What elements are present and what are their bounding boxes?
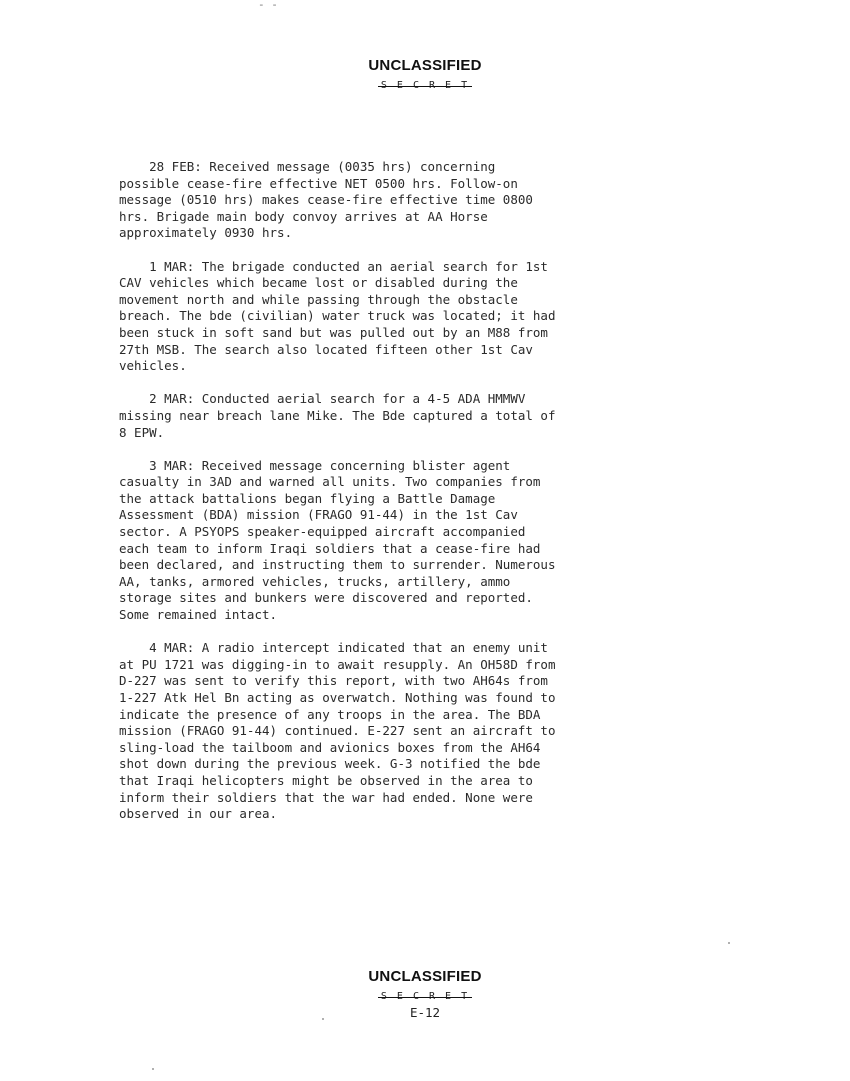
page-number: E-12 <box>409 1005 441 1020</box>
header-classification: UNCLASSIFIED <box>368 57 482 74</box>
text-line: 1-227 Atk Hel Bn acting as overwatch. Nothing was found to <box>119 690 556 705</box>
page-header <box>0 57 850 93</box>
header-struck-marking: S E C R E T <box>380 80 470 91</box>
text-line: message (0510 hrs) makes cease-fire effective time 0800 <box>119 192 533 208</box>
paragraph <box>119 458 719 624</box>
text-line: 27th MSB. The search also located fifteen other 1st Cav <box>119 341 533 357</box>
text-line: Assessment (BDA) mission (FRAGO 91-44) in the 1st Cav <box>119 507 518 523</box>
text-line: 4 MAR: A radio intercept indicated that an enemy unit <box>119 640 548 656</box>
text-line: inform their soldiers that the war had ended. None were <box>119 789 533 805</box>
footer-struck-marking: S E C R E T <box>380 991 470 1002</box>
text-line: breach. The bde (civilian) water truck was located; it had <box>119 308 556 324</box>
text-line: 1 MAR: The brigade conducted an aerial search for 1st <box>119 258 548 274</box>
text-line: that Iraqi helicopters might be observed in the area to <box>119 772 533 788</box>
paragraph <box>119 259 719 375</box>
page-footer <box>0 968 850 1021</box>
text-line: casualty in 3AD and warned all units. Two companies from <box>119 474 541 490</box>
document-body <box>119 159 719 839</box>
text-line: been declared, and instructing them to surrender. Numerous <box>119 557 556 573</box>
text-line: possible cease-fire effective NET 0500 hrs. Follow-on <box>119 175 518 191</box>
text-line: the attack battalions began flying a Battle Damage <box>119 490 496 506</box>
text-line: 3 MAR: Received message concerning blister agent <box>119 457 511 473</box>
text-line: AA, tanks, armored vehicles, trucks, artillery, ammo <box>119 573 511 589</box>
text-line: sling-load the tailboom and avionics boxes from the AH64 <box>119 739 541 755</box>
text-line: shot down during the previous week. G-3 notified the bde <box>119 756 541 772</box>
text-line: hrs. Brigade main body convoy arrives at AA Horse <box>119 208 488 224</box>
text-line: D-227 was sent to verify this report, with two AH64s from <box>119 673 548 689</box>
text-line: been stuck in soft sand but was pulled out by an M88 from <box>119 324 548 340</box>
text-line: storage sites and bunkers were discovered and reported. <box>119 590 533 606</box>
text-line: at PU 1721 was digging-in to await resupply. An OH58D from <box>119 656 556 672</box>
paragraph <box>119 391 719 441</box>
paragraph <box>119 159 719 242</box>
text-line: each team to inform Iraqi soldiers that a cease-fire had <box>119 540 541 556</box>
footer-classification: UNCLASSIFIED <box>368 968 482 985</box>
text-line: 8 EPW. <box>119 424 165 440</box>
scan-speck <box>322 1018 324 1020</box>
text-line: indicate the presence of any troops in the area. The BDA <box>119 706 541 722</box>
text-line: CAV vehicles which became lost or disabled during the <box>119 275 518 291</box>
paragraph <box>119 640 719 823</box>
text-line: sector. A PSYOPS speaker-equipped aircraft accompanied <box>119 524 526 540</box>
text-line: observed in our area. <box>119 806 278 822</box>
scan-speck <box>152 1068 154 1070</box>
text-line: vehicles. <box>119 358 187 374</box>
text-line: movement north and while passing through the obstacle <box>119 291 518 307</box>
text-line: mission (FRAGO 91-44) continued. E-227 sent an aircraft to <box>119 723 556 739</box>
text-line: 2 MAR: Conducted aerial search for a 4-5 ADA HMMWV <box>119 391 526 407</box>
text-line: Some remained intact. <box>119 607 278 623</box>
text-line: missing near breach lane Mike. The Bde captured a total of <box>119 407 556 423</box>
scan-speck <box>728 942 730 944</box>
text-line: 28 FEB: Received message (0035 hrs) concerning <box>119 159 496 174</box>
text-line: approximately 0930 hrs. <box>119 225 293 241</box>
top-mark: - - <box>258 0 278 11</box>
